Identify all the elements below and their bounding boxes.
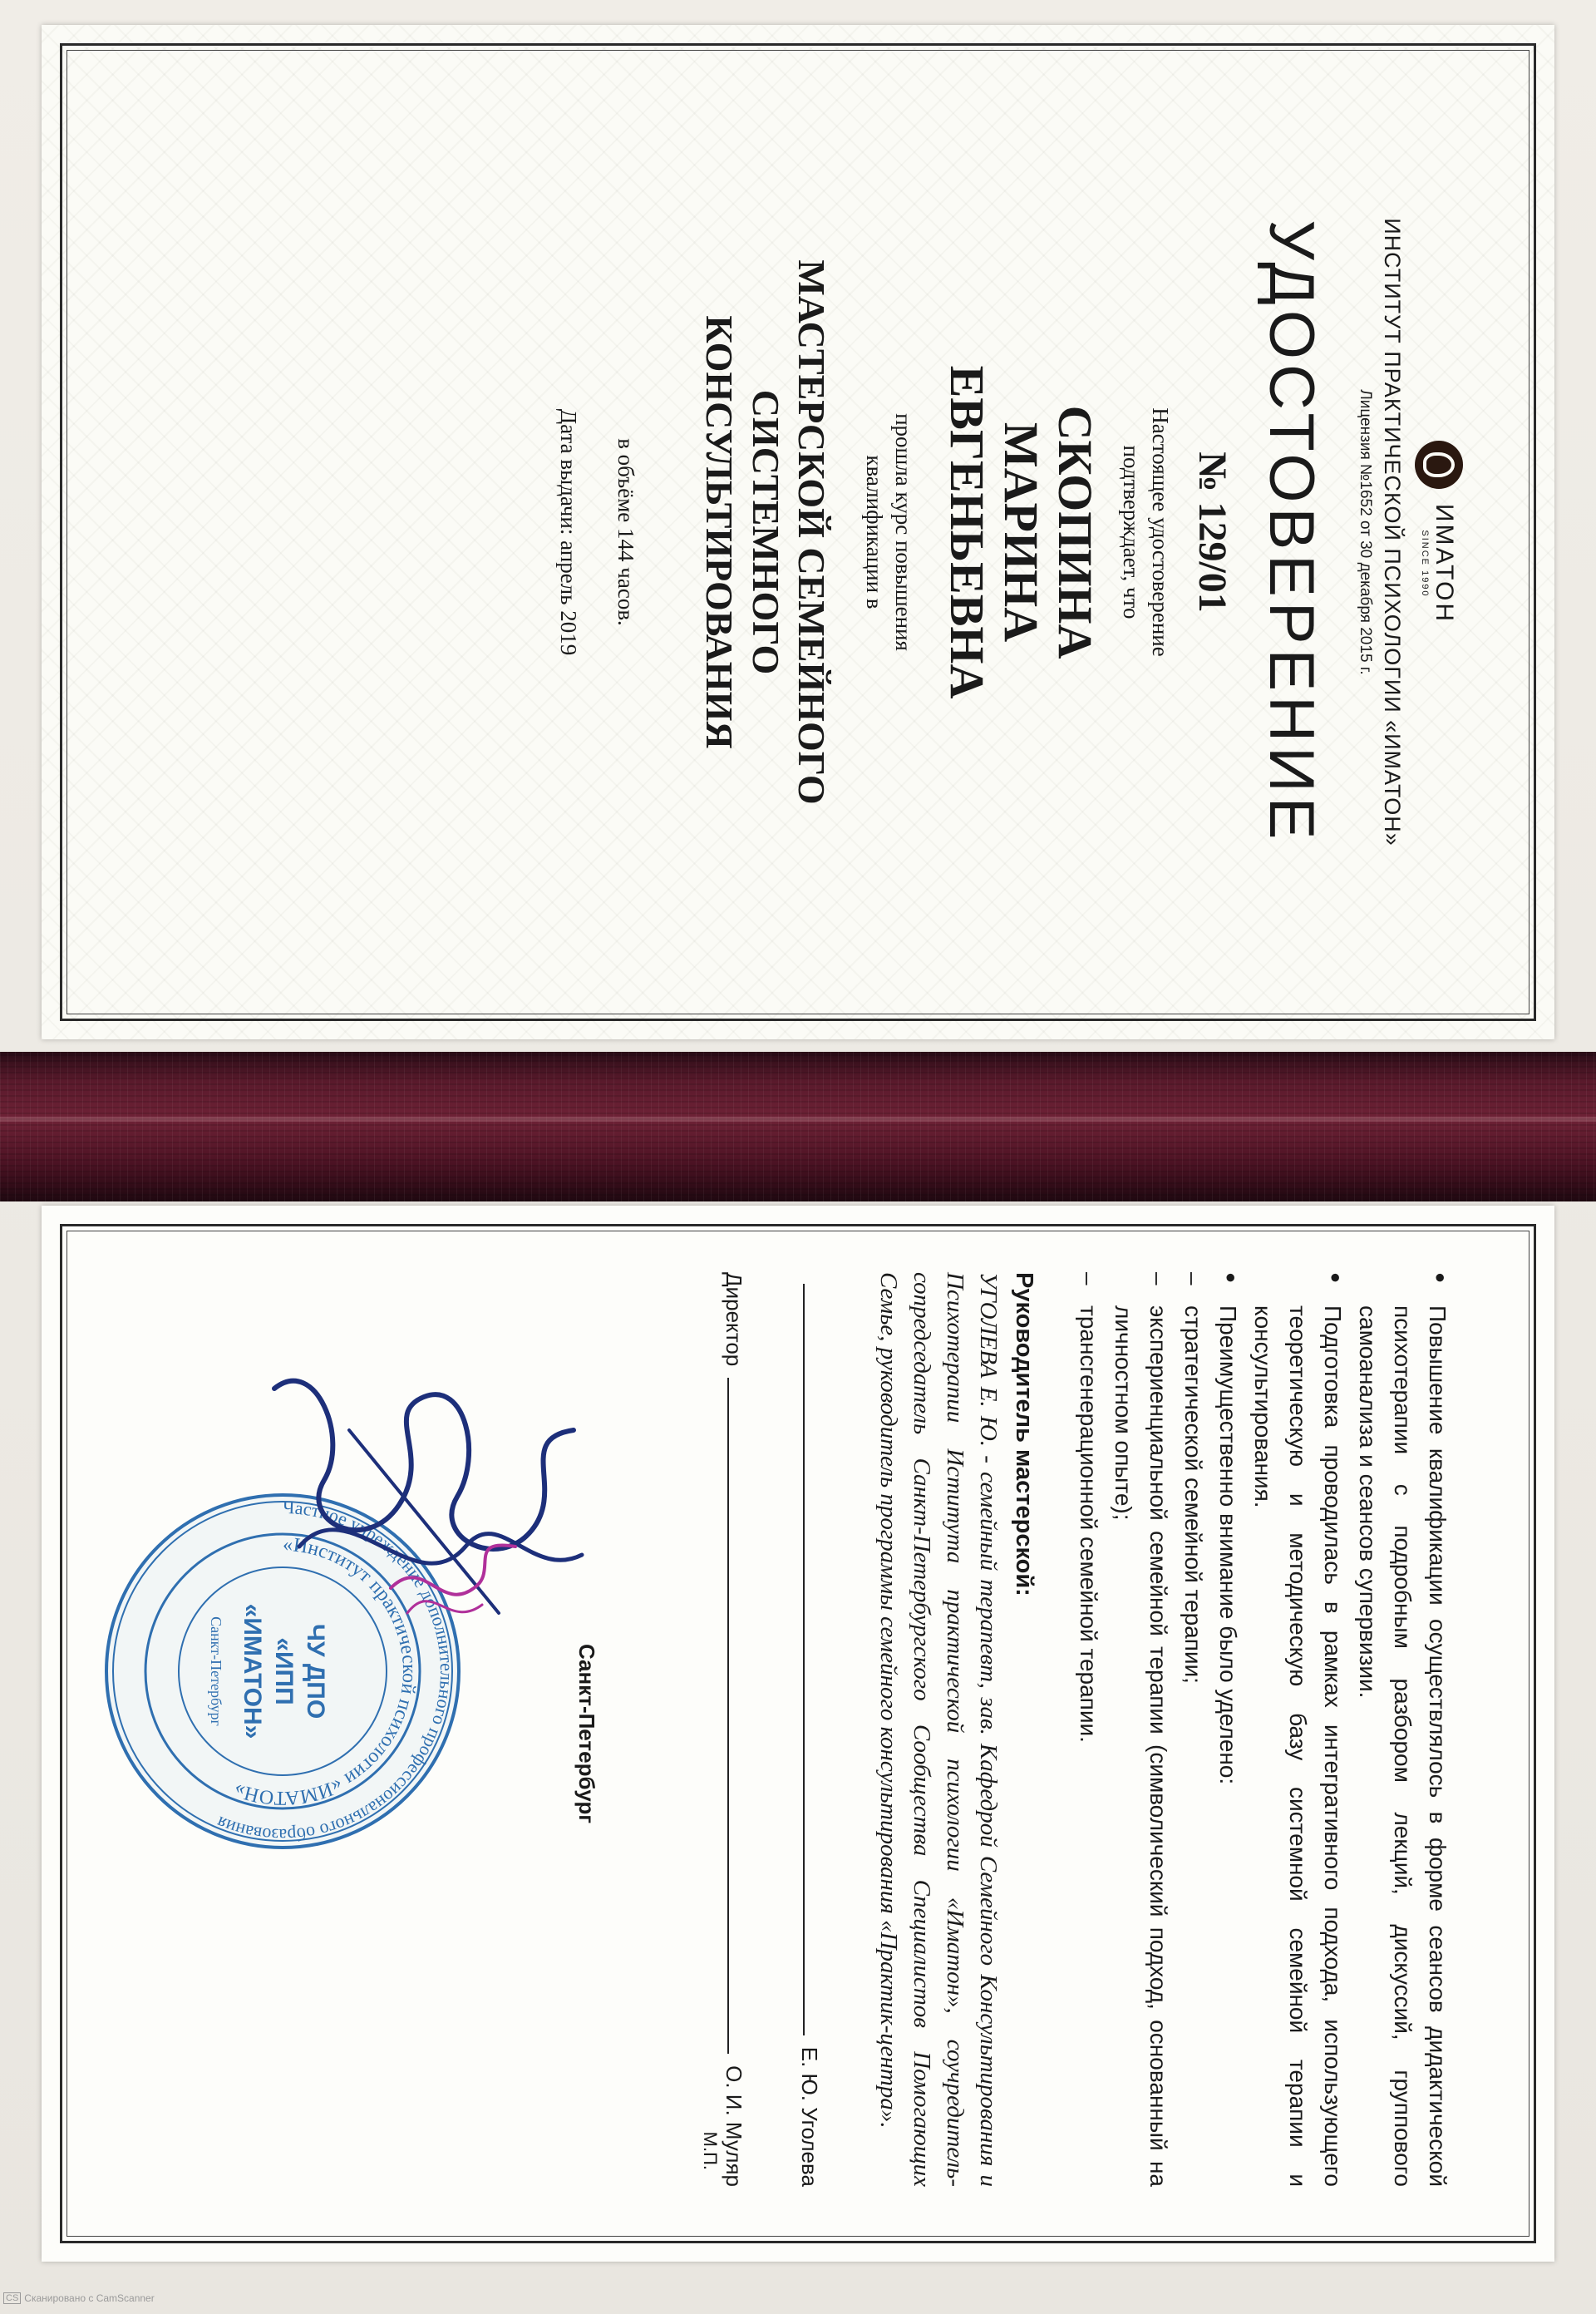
list-item: – трансгенерационной семейной терапии. [1071, 1272, 1106, 2187]
signature-line [803, 1284, 822, 2035]
leather-cover-spine [0, 1052, 1596, 1201]
holder-patronymic: ЕВГЕНЬЕВНА [939, 365, 994, 699]
signature-line [727, 1378, 746, 2054]
stamp-center-line-3: «ИМАТОН» [239, 1603, 266, 1739]
workshop-head-title: Руководитель мастерской: [1011, 1272, 1037, 1596]
stamp-place-label: М.П. [699, 2131, 721, 2170]
completed-line-1: прошла курс повышения [890, 413, 916, 651]
scanner-badge: CS [3, 2292, 21, 2304]
holder-surname: СКОПИНА [1047, 405, 1102, 659]
list-item: ● Подготовка проводилась в рамках интегративного подхода, использующего теоретическую и методическую базу системной семейной терапии и консультирования. [1245, 1272, 1350, 2187]
director-label: Директор [721, 1272, 746, 1367]
signature-row-director [721, 1272, 746, 2187]
institute-name: ИНСТИТУТ ПРАКТИЧЕСКОЙ ПСИХОЛОГИИ «ИМАТОН» [1380, 218, 1405, 846]
program-description-list [1071, 1247, 1455, 2220]
course-volume: в объёме 144 часов. [613, 438, 639, 626]
workshop-head-description: УГОЛЕВА Е. Ю. - семейный терапевт, зав. Кафедрой Семейного Консультирования и Психотерапии Иститута практической психологии «Иматон», соучредитель-сопредседатель Санкт-Петербургского Сообщества Специалистов Помогающих Семье, руководитель программы семейного консультирования «Практик-центра». [874, 1272, 1002, 2187]
scanner-text: Сканировано с CamScanner [24, 2292, 155, 2304]
handwritten-signature [249, 1339, 598, 1638]
list-item: ● Повышение квалификации осуществлялось в форме сеансов дидактической психотерапии с подробным разбором лекций, дискуссий, группового самоанализа и сеансов супервизии. [1350, 1272, 1455, 2187]
list-item: – стратегической семейной терапии; [1175, 1272, 1210, 2187]
confirm-line-2: подтверждает, что [1118, 445, 1144, 619]
list-item: ● Преимущественно внимание было уделено: [1210, 1272, 1245, 2187]
city: Санкт-Петербург [574, 1643, 599, 1824]
completed-line-2: квалификации в [861, 455, 887, 609]
holder-first-name: МАРИНА [993, 422, 1048, 643]
imaton-logo-icon [1415, 441, 1463, 489]
course-line-2: СИСТЕМНОГО [744, 389, 787, 675]
signer-head-name: Е. Ю. Уголева [796, 2046, 822, 2187]
confirm-line-1: Настоящее удостоверение [1148, 407, 1173, 657]
issue-date: Дата выдачи: апрель 2019 [556, 408, 582, 656]
course-line-3: КОНСУЛЬТИРОВАНИЯ [698, 315, 741, 749]
stamp-outer-text: Частное учреждение дополнительного профессионального образования [213, 1496, 458, 1847]
logo-name: ИМАТОН [1431, 503, 1458, 624]
stamp-inner-text: «Институт практической психологии «ИМАТОН» [230, 1533, 421, 1809]
license-line: Лицензия №1652 от 30 декабря 2015 г. [1357, 389, 1374, 675]
stamp-center-line-1: ЧУ ДПО [302, 1623, 329, 1719]
holder-name [939, 67, 1101, 998]
completed-text [860, 67, 918, 998]
certificate-front-content [42, 67, 1471, 998]
course-name [697, 67, 835, 998]
list-item: – экспериенциальной семейной терапии (символический подход, основанный на личностном опыте); [1106, 1272, 1175, 2187]
stamp-city: Санкт-Петербург [208, 1616, 224, 1726]
logo-block [1415, 67, 1463, 998]
signer-director-name: О. И. Муляр [721, 2065, 746, 2187]
document-title: УДОСТОВЕРЕНИЕ [1256, 220, 1327, 845]
course-line-1: МАСТЕРСКОЙ СЕМЕЙНОГО [790, 259, 833, 805]
scanner-watermark [3, 2292, 155, 2304]
logo-since: SINCE 1990 [1420, 530, 1430, 598]
confirm-text [1116, 67, 1175, 998]
signature-row-head [796, 1272, 822, 2187]
certificate-number: № 129/01 [1190, 451, 1234, 613]
stamp-center-line-2: «ИПП [270, 1637, 298, 1705]
